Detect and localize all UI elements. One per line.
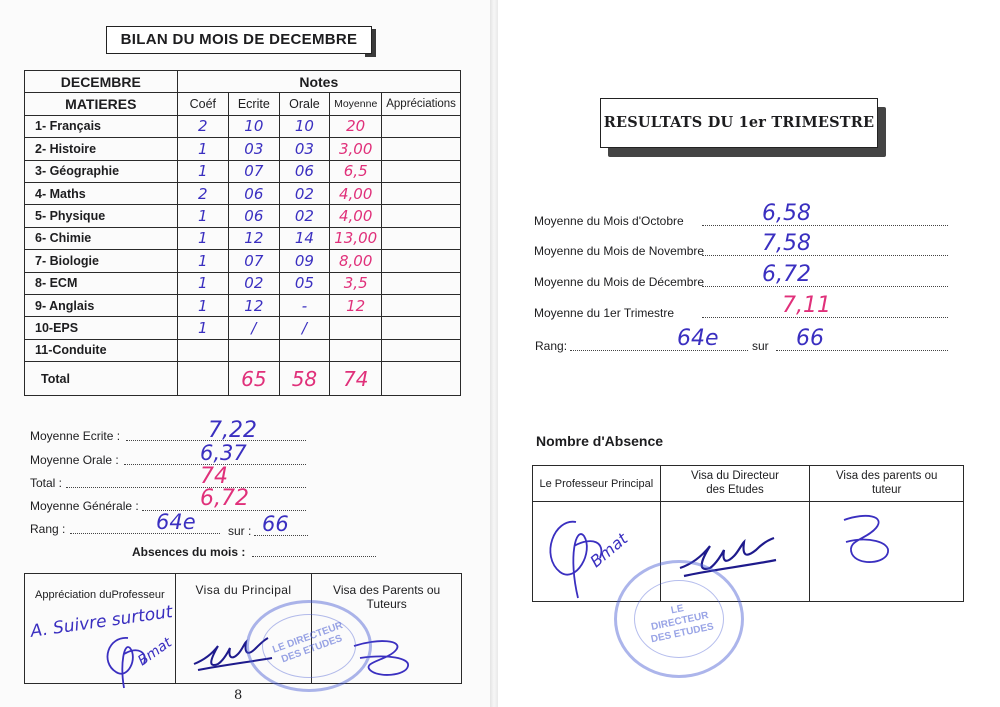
stamp-left-text: LE DIRECTEUR DES ETUDES (271, 620, 345, 666)
coef-cell-value: 2 (198, 117, 208, 136)
orale-cell (279, 250, 330, 272)
moyenne-cell (330, 205, 382, 227)
moyenne-cell (330, 317, 382, 339)
result-line-value: 7,58 (762, 231, 811, 256)
sur-value: 66 (262, 512, 289, 536)
dotted-line (66, 487, 306, 488)
coef-cell (177, 250, 228, 272)
moyenne-generale-label: Moyenne Générale : (30, 499, 139, 513)
coef-cell (177, 182, 228, 204)
sur-label: sur : (228, 524, 252, 538)
signature-text: Bmat (135, 634, 175, 670)
dotted-line (570, 350, 748, 351)
dotted-line (702, 286, 948, 287)
appreciation-cell (382, 317, 461, 339)
professeur-signature (94, 624, 184, 694)
ecrite-cell-value: 10 (244, 117, 264, 136)
moyenne-cell-value: 12 (346, 296, 366, 315)
moyenne-orale-value: 6,37 (200, 441, 247, 465)
ecrite-cell (229, 317, 280, 339)
coef-cell (177, 339, 228, 361)
result-line-value: 7,11 (782, 293, 831, 318)
coef-cell-value: 1 (198, 162, 208, 181)
moyenne-cell-value: 4,00 (338, 184, 373, 203)
visa-parents-label: Visa des Parents ou Tuteurs (333, 583, 441, 611)
coef-cell (177, 115, 228, 137)
dotted-line (252, 556, 376, 557)
orale-cell (279, 160, 330, 182)
appreciation-cell (382, 294, 461, 316)
month-cell: DECEMBRE (25, 71, 178, 93)
orale-cell-value: 02 (294, 184, 314, 203)
orale-cell (279, 205, 330, 227)
total-orale-value: 58 (291, 366, 318, 391)
page-fold (490, 0, 498, 707)
left-title: BILAN DU MOIS DE DECEMBRE (106, 26, 372, 54)
subject-cell: 10-EPS (25, 317, 178, 339)
appreciation-cell (382, 272, 461, 294)
moyenne-header: Moyenne (330, 93, 382, 115)
orale-cell-value: 02 (294, 207, 314, 226)
moyenne-cell (330, 138, 382, 160)
orale-cell-value: 06 (294, 162, 314, 181)
result-line-label: Moyenne du Mois de Novembre (534, 244, 705, 258)
subject-cell: 3- Géographie (25, 160, 178, 182)
moyenne-cell (330, 294, 382, 316)
coef-header: Coéf (177, 93, 228, 115)
grade-row (25, 182, 461, 204)
ecrite-cell-value: 12 (244, 229, 264, 248)
coef-cell-value: 2 (198, 184, 208, 203)
ecrite-cell (229, 294, 280, 316)
moyenne-cell-value: 13,00 (334, 229, 378, 248)
appreciations-header: Appréciations (382, 93, 461, 115)
column-header-row (25, 93, 461, 115)
coef-cell-value: 1 (198, 274, 208, 293)
subject-cell: 8- ECM (25, 272, 178, 294)
ecrite-cell-value: / (251, 318, 257, 337)
coef-cell-value: 1 (198, 318, 208, 337)
coef-cell (177, 205, 228, 227)
moyenne-cell-value: 20 (346, 117, 366, 136)
grade-row (25, 272, 461, 294)
moyenne-cell (330, 272, 382, 294)
matieres-header: MATIERES (25, 93, 178, 115)
total-orale (279, 362, 330, 396)
coef-cell-value: 1 (198, 139, 208, 158)
coef-cell (177, 227, 228, 249)
dotted-line (702, 255, 948, 256)
orale-cell (279, 115, 330, 137)
subject-cell: 9- Anglais (25, 294, 178, 316)
coef-cell (177, 317, 228, 339)
subject-cell: 2- Histoire (25, 138, 178, 160)
visa-directeur-label: Visa du Directeur des Etudes (690, 470, 779, 496)
orale-cell-value: 09 (294, 251, 314, 270)
orale-cell-value: 14 (294, 229, 314, 248)
appreciation-professeur-label: Appréciation duProfesseur (35, 589, 165, 601)
moyenne-cell-value: 3,5 (343, 274, 368, 293)
visa-parents-tuteur-cell (810, 466, 964, 502)
grades-table (24, 70, 461, 396)
subject-cell: 1- Français (25, 115, 178, 137)
ecrite-cell-value: 07 (244, 162, 264, 181)
ecrite-header: Ecrite (229, 93, 280, 115)
ecrite-cell (229, 272, 280, 294)
visa-parents-tuteur-label: Visa des parents ou tuteur (835, 470, 938, 496)
grade-row (25, 227, 461, 249)
subject-cell: 4- Maths (25, 182, 178, 204)
appreciation-cell (382, 182, 461, 204)
total-moyenne (330, 362, 382, 396)
moyenne-cell (330, 115, 382, 137)
moyenne-ecrite-label: Moyenne Ecrite : (30, 429, 121, 443)
appreciation-cell (382, 250, 461, 272)
ecrite-cell (229, 227, 280, 249)
grade-row (25, 138, 461, 160)
moyenne-cell (330, 182, 382, 204)
moyenne-cell-value: 6,5 (343, 162, 368, 181)
total-ecrite (229, 362, 280, 396)
dotted-line (70, 533, 220, 534)
ecrite-cell (229, 250, 280, 272)
total-summary-label: Total : (30, 476, 63, 490)
orale-cell-value: - (301, 296, 308, 315)
grade-row (25, 317, 461, 339)
grade-row (25, 250, 461, 272)
subject-cell: 7- Biologie (25, 250, 178, 272)
moyenne-ecrite-value: 7,22 (208, 418, 257, 443)
right-rang-label: Rang: (535, 339, 568, 353)
moyenne-cell-value: 4,00 (338, 207, 373, 226)
ecrite-cell-value: 03 (244, 139, 264, 158)
rang-label: Rang : (30, 522, 66, 536)
page-number: 8 (234, 688, 243, 703)
ecrite-cell-value: 12 (244, 296, 264, 315)
dotted-line (702, 225, 948, 226)
ecrite-cell (229, 205, 280, 227)
orale-cell (279, 294, 330, 316)
moyenne-cell-value: 3,00 (338, 139, 373, 158)
professeur-principal-cell (533, 466, 661, 502)
result-line-label: Moyenne du 1er Trimestre (534, 306, 675, 320)
signature-text: Bmat (586, 529, 632, 572)
grade-row (25, 294, 461, 316)
total-label: Total (25, 362, 178, 396)
total-moyenne-value: 74 (342, 366, 369, 391)
notes-header: Notes (177, 71, 460, 93)
subject-cell: 5- Physique (25, 205, 178, 227)
moyenne-cell (330, 227, 382, 249)
total-summary-value: 74 (200, 464, 228, 489)
appreciation-cell (382, 160, 461, 182)
visa-directeur-cell (660, 466, 810, 502)
total-row (25, 362, 461, 396)
grade-row (25, 160, 461, 182)
stamp-right-text: LE DIRECTEUR DES ETUDES (649, 603, 715, 646)
ecrite-cell (229, 138, 280, 160)
coef-cell (177, 138, 228, 160)
ecrite-cell (229, 115, 280, 137)
professeur-principal-label: Le Professeur Principal (539, 477, 654, 490)
right-rang-value: 64e (677, 326, 719, 351)
right-sur-value: 66 (796, 326, 824, 351)
result-line-label: Moyenne du Mois d'Octobre (534, 214, 684, 228)
absence-title: Nombre d'Absence (536, 433, 664, 449)
rang-value: 64e (156, 510, 196, 534)
appreciation-cell (382, 339, 461, 361)
parent-tuteur-signature (836, 510, 896, 572)
orale-cell (279, 138, 330, 160)
orale-cell-value: 05 (294, 274, 314, 293)
moyenne-cell (330, 250, 382, 272)
coef-cell (177, 272, 228, 294)
appreciation-cell (382, 227, 461, 249)
right-sur-label: sur (752, 339, 769, 353)
moyenne-cell (330, 160, 382, 182)
orale-header: Orale (279, 93, 330, 115)
coef-cell-value: 1 (198, 207, 208, 226)
moyenne-generale-value: 6,72 (200, 486, 249, 511)
ecrite-cell-value: 02 (244, 274, 264, 293)
ecrite-cell-value: 06 (244, 207, 264, 226)
total-appreciation (382, 362, 461, 396)
coef-cell (177, 294, 228, 316)
orale-cell (279, 339, 330, 361)
appreciation-handwriting: A. Suivre surtout (29, 602, 174, 642)
result-line-value: 6,58 (762, 201, 811, 226)
coef-cell-value: 1 (198, 229, 208, 248)
ecrite-cell (229, 160, 280, 182)
ecrite-cell-value: 06 (244, 184, 264, 203)
coef-cell-value: 1 (198, 251, 208, 270)
orale-cell (279, 227, 330, 249)
grade-row (25, 339, 461, 361)
result-line-label: Moyenne du Mois de Décembre (534, 275, 705, 289)
grade-row (25, 115, 461, 137)
orale-cell (279, 182, 330, 204)
moyenne-orale-label: Moyenne Orale : (30, 453, 119, 467)
coef-cell (177, 160, 228, 182)
total-ecrite-value: 65 (241, 366, 267, 391)
result-title: RESULTATS DU 1er TRIMESTRE (600, 98, 878, 148)
moyenne-cell-value: 8,00 (338, 251, 373, 270)
ecrite-cell (229, 182, 280, 204)
subject-cell: 6- Chimie (25, 227, 178, 249)
appreciation-cell (382, 115, 461, 137)
ecrite-cell-value: 07 (244, 251, 264, 270)
subject-cell: 11-Conduite (25, 339, 178, 361)
absences-label: Absences du mois : (132, 545, 246, 559)
moyenne-cell (330, 339, 382, 361)
grade-row (25, 205, 461, 227)
orale-cell (279, 272, 330, 294)
orale-cell-value: 03 (294, 139, 314, 158)
table-header-row (25, 71, 461, 93)
orale-cell-value: 10 (294, 117, 314, 136)
orale-cell (279, 317, 330, 339)
total-coef (177, 362, 228, 396)
result-line-value: 6,72 (762, 262, 811, 287)
coef-cell-value: 1 (198, 296, 208, 315)
visa-principal-label: Visa du Principal (195, 583, 292, 597)
appreciation-cell (382, 138, 461, 160)
appreciation-cell (382, 205, 461, 227)
orale-cell-value: / (301, 318, 307, 337)
ecrite-cell (229, 339, 280, 361)
